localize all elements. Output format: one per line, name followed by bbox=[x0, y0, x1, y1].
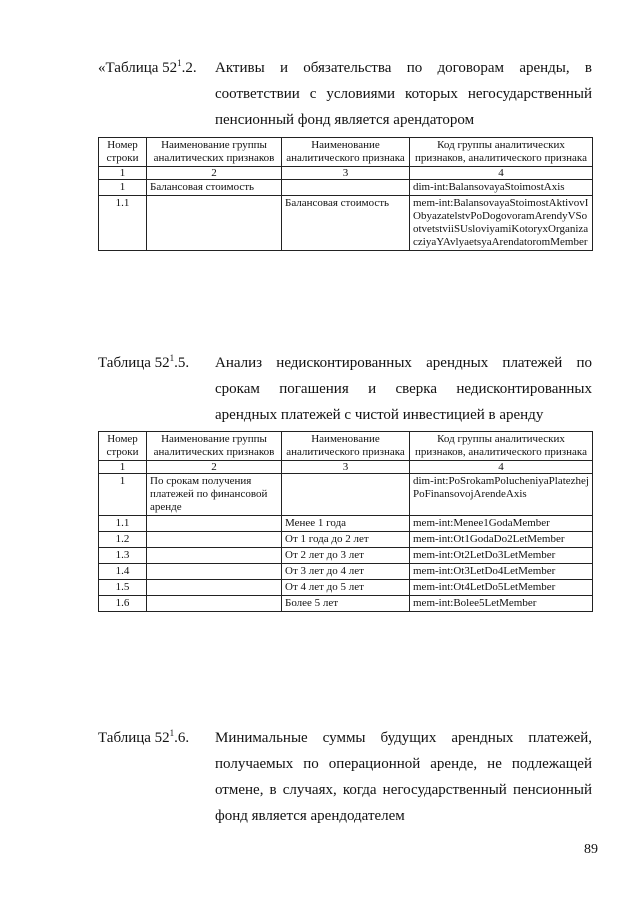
table-row bbox=[99, 564, 593, 580]
feature-name-cell: От 2 лет до 3 лет bbox=[282, 548, 410, 564]
table-header-row bbox=[99, 138, 593, 167]
feature-name-cell: Более 5 лет bbox=[282, 596, 410, 612]
header-cell: Наименование группы аналитических признаков bbox=[147, 138, 282, 167]
header-cell: Код группы аналитических признаков, аналитического признака bbox=[410, 138, 593, 167]
feature-name-cell: От 3 лет до 4 лет bbox=[282, 564, 410, 580]
group-name-cell bbox=[147, 196, 282, 251]
code-cell: mem-int:Ot1GodaDo2LetMember bbox=[410, 532, 593, 548]
header-cell: Номер строки bbox=[99, 138, 147, 167]
table-caption-52-1-6 bbox=[98, 725, 592, 829]
table-row bbox=[99, 180, 593, 196]
header-cell: Номер строки bbox=[99, 432, 147, 461]
header-cell: Наименование аналитического признака bbox=[282, 432, 410, 461]
row-number: 1 bbox=[99, 180, 147, 196]
row-number: 1.4 bbox=[99, 564, 147, 580]
column-number: 2 bbox=[147, 461, 282, 474]
table-row bbox=[99, 474, 593, 516]
table-52-1-5 bbox=[98, 431, 593, 612]
table-row bbox=[99, 196, 593, 251]
feature-name-cell bbox=[282, 180, 410, 196]
feature-name-cell bbox=[282, 474, 410, 516]
feature-name-cell: Балансовая стоимость bbox=[282, 196, 410, 251]
column-number: 4 bbox=[410, 167, 593, 180]
code-cell: mem-int:Bolee5LetMember bbox=[410, 596, 593, 612]
row-number: 1.5 bbox=[99, 580, 147, 596]
table-caption-title: Анализ недисконтированных арендных платежей по срокам погашения и сверка недисконтированных арендных платежей с чистой инвестицией в аренду bbox=[215, 355, 592, 423]
table-caption-52-1-5 bbox=[98, 350, 592, 428]
table-header-row bbox=[99, 432, 593, 461]
table-caption-label: Таблица $52^1.6$. bbox=[98, 728, 190, 746]
column-number: 3 bbox=[282, 461, 410, 474]
column-number-row bbox=[99, 167, 593, 180]
row-number: 1.3 bbox=[99, 548, 147, 564]
table-row bbox=[99, 580, 593, 596]
table-row bbox=[99, 532, 593, 548]
group-name-cell bbox=[147, 548, 282, 564]
table-52-1-2 bbox=[98, 137, 593, 251]
column-number: 1 bbox=[99, 167, 147, 180]
header-cell: Наименование аналитического признака bbox=[282, 138, 410, 167]
table-caption-label: Таблица $52^1.5$. bbox=[98, 353, 190, 371]
code-cell: mem-int:BalansovayaStoimostAktivovIObyazatelstvPoDogovoramArendyVSootvetstviiSUsloviyamiKotoryxOrganizacziyaYAvlyaetsyaArendatoromMember bbox=[410, 196, 593, 251]
header-cell: Код группы аналитических признаков, аналитического признака bbox=[410, 432, 593, 461]
column-number-row bbox=[99, 461, 593, 474]
header-cell: Наименование группы аналитических признаков bbox=[147, 432, 282, 461]
group-name-cell bbox=[147, 564, 282, 580]
row-number: 1.6 bbox=[99, 596, 147, 612]
table-row bbox=[99, 596, 593, 612]
group-name-cell bbox=[147, 580, 282, 596]
feature-name-cell: От 1 года до 2 лет bbox=[282, 532, 410, 548]
page-number: 89 bbox=[584, 842, 598, 857]
table-caption-title: Активы и обязательства по договорам аренды, в соответствии с условиями которых негосударственный пенсионный фонд является арендатором bbox=[215, 60, 592, 128]
code-cell: dim-int:BalansovayaStoimostAxis bbox=[410, 180, 593, 196]
group-name-cell bbox=[147, 596, 282, 612]
group-name-cell bbox=[147, 516, 282, 532]
column-number: 3 bbox=[282, 167, 410, 180]
row-number: 1.2 bbox=[99, 532, 147, 548]
code-cell: mem-int:Menee1GodaMember bbox=[410, 516, 593, 532]
column-number: 2 bbox=[147, 167, 282, 180]
code-cell: mem-int:Ot2LetDo3LetMember bbox=[410, 548, 593, 564]
feature-name-cell: От 4 лет до 5 лет bbox=[282, 580, 410, 596]
group-name-cell bbox=[147, 532, 282, 548]
table-caption-52-1-2 bbox=[98, 55, 592, 133]
group-name-cell: Балансовая стоимость bbox=[147, 180, 282, 196]
group-name-cell: По срокам получения платежей по финансовой аренде bbox=[147, 474, 282, 516]
table-row bbox=[99, 548, 593, 564]
code-cell: mem-int:Ot3LetDo4LetMember bbox=[410, 564, 593, 580]
code-cell: dim-int:PoSrokamPolucheniyaPlatezhejPoFinansovojArendeAxis bbox=[410, 474, 593, 516]
column-number: 4 bbox=[410, 461, 593, 474]
table-caption-label: «Таблица $52^1.2$. bbox=[98, 58, 197, 76]
column-number: 1 bbox=[99, 461, 147, 474]
row-number: 1.1 bbox=[99, 196, 147, 251]
table-caption-title: Минимальные суммы будущих арендных платежей, получаемых по операционной аренде, не подлежащей отмене, в случаях, когда негосударственный пенсионный фонд является арендодателем bbox=[215, 730, 592, 824]
feature-name-cell: Менее 1 года bbox=[282, 516, 410, 532]
table-row bbox=[99, 516, 593, 532]
row-number: 1.1 bbox=[99, 516, 147, 532]
code-cell: mem-int:Ot4LetDo5LetMember bbox=[410, 580, 593, 596]
row-number: 1 bbox=[99, 474, 147, 516]
